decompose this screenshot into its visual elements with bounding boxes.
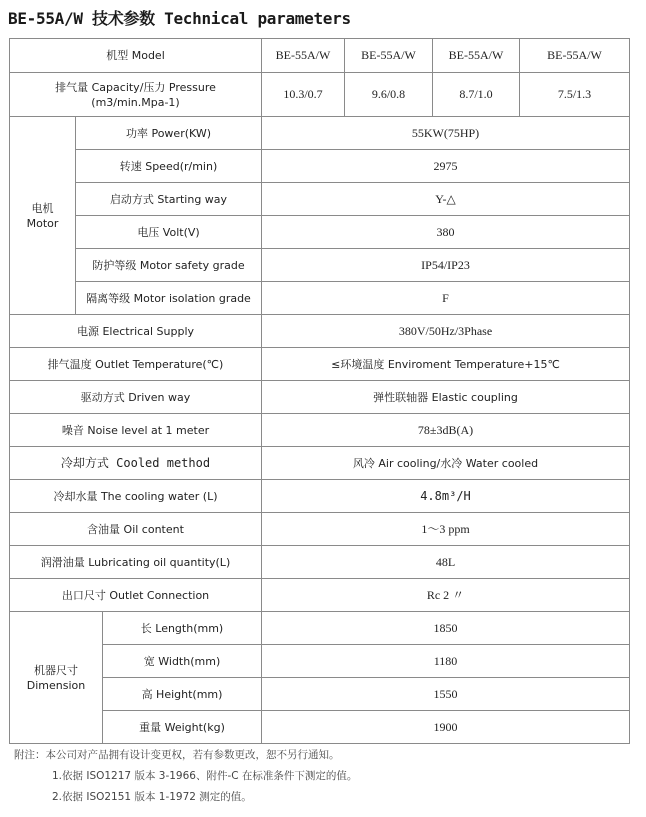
row-value: 1180: [262, 645, 630, 678]
row-label: 高 Height(mm): [103, 678, 262, 711]
dimension-group-en: Dimension: [26, 678, 86, 692]
row-value: F: [262, 282, 630, 315]
row-label: 润滑油量 Lubricating oil quantity(L): [10, 546, 262, 579]
table-row: [10, 711, 630, 744]
motor-group-label: [10, 117, 76, 315]
capacity-label-line2: (m3/min.Mpa-1): [91, 95, 180, 109]
model-cell: BE-55A/W: [433, 39, 520, 73]
row-value: 弹性联轴器 Elastic coupling: [262, 381, 630, 414]
row-value: 1850: [262, 612, 630, 645]
row-label: [10, 73, 262, 117]
table-row: [10, 249, 630, 282]
capacity-row: [10, 73, 630, 117]
table-row: [10, 282, 630, 315]
row-value: 78±3dB(A): [262, 414, 630, 447]
table-row: [10, 678, 630, 711]
table-row: [10, 546, 630, 579]
spec-table: [9, 38, 630, 744]
motor-group-cn: 电机: [31, 201, 54, 215]
model-row: [10, 39, 630, 73]
row-label: 宽 Width(mm): [103, 645, 262, 678]
row-value: 4.8m³/H: [262, 480, 630, 513]
table-row: [10, 414, 630, 447]
table-row: [10, 513, 630, 546]
table-row: [10, 216, 630, 249]
model-cell: BE-55A/W: [345, 39, 433, 73]
table-row: [10, 447, 630, 480]
row-label: 驱动方式 Driven way: [10, 381, 262, 414]
row-label: 转速 Speed(r/min): [76, 150, 262, 183]
row-label: 长 Length(mm): [103, 612, 262, 645]
row-value: 1900: [262, 711, 630, 744]
row-label: 含油量 Oil content: [10, 513, 262, 546]
row-value: 55KW(75HP): [262, 117, 630, 150]
table-row: [10, 150, 630, 183]
row-value: 48L: [262, 546, 630, 579]
table-row: [10, 480, 630, 513]
row-label: 机型 Model: [10, 39, 262, 73]
row-value: 1550: [262, 678, 630, 711]
footnote-item: 2.依据 ISO2151 版本 1-1972 测定的值。: [52, 791, 252, 803]
row-label: 出口尺寸 Outlet Connection: [10, 579, 262, 612]
table-row: [10, 183, 630, 216]
row-value: ≤环境温度 Enviroment Temperature+15℃: [262, 348, 630, 381]
capacity-cell: 7.5/1.3: [520, 73, 630, 117]
capacity-cell: 8.7/1.0: [433, 73, 520, 117]
row-label: 功率 Power(KW): [76, 117, 262, 150]
row-label: 噪音 Noise level at 1 meter: [10, 414, 262, 447]
row-label: 重量 Weight(kg): [103, 711, 262, 744]
table-row: [10, 315, 630, 348]
table-row: [10, 381, 630, 414]
row-label: 防护等级 Motor safety grade: [76, 249, 262, 282]
footnotes: [14, 745, 634, 808]
capacity-cell: 10.3/0.7: [262, 73, 345, 117]
capacity-label-line1: 排气量 Capacity/压力 Pressure: [55, 80, 216, 94]
row-label: 排气温度 Outlet Temperature(℃): [10, 348, 262, 381]
row-label: 隔离等级 Motor isolation grade: [76, 282, 262, 315]
row-label: 电压 Volt(V): [76, 216, 262, 249]
footnote-disclaimer: 附注：本公司对产品拥有设计变更权，若有参数更改，恕不另行通知。: [14, 749, 340, 761]
table-row: [10, 579, 630, 612]
row-value: 2975: [262, 150, 630, 183]
motor-group-en: Motor: [26, 216, 59, 230]
page-title: BE-55A/W 技术参数 Technical parameters: [8, 9, 351, 28]
dimension-group-cn: 机器尺寸: [34, 663, 78, 677]
row-value: Rc 2 〃: [262, 579, 630, 612]
row-label: 电源 Electrical Supply: [10, 315, 262, 348]
row-value: 380: [262, 216, 630, 249]
row-value: 1～3 ppm: [262, 513, 630, 546]
row-value: Y-△: [262, 183, 630, 216]
model-cell: BE-55A/W: [520, 39, 630, 73]
row-label: 冷却方式 Cooled method: [10, 447, 262, 480]
row-label: 冷却水量 The cooling water (L): [10, 480, 262, 513]
table-row: [10, 117, 630, 150]
row-value: IP54/IP23: [262, 249, 630, 282]
table-row: [10, 348, 630, 381]
dimension-group-label: [10, 612, 103, 744]
capacity-cell: 9.6/0.8: [345, 73, 433, 117]
row-label: 启动方式 Starting way: [76, 183, 262, 216]
table-row: [10, 612, 630, 645]
model-cell: BE-55A/W: [262, 39, 345, 73]
row-value: 380V/50Hz/3Phase: [262, 315, 630, 348]
footnote-item: 1.依据 ISO1217 版本 3-1966、附件-C 在标准条件下测定的值。: [52, 770, 358, 782]
row-value: 风冷 Air cooling/水冷 Water cooled: [262, 447, 630, 480]
table-row: [10, 645, 630, 678]
